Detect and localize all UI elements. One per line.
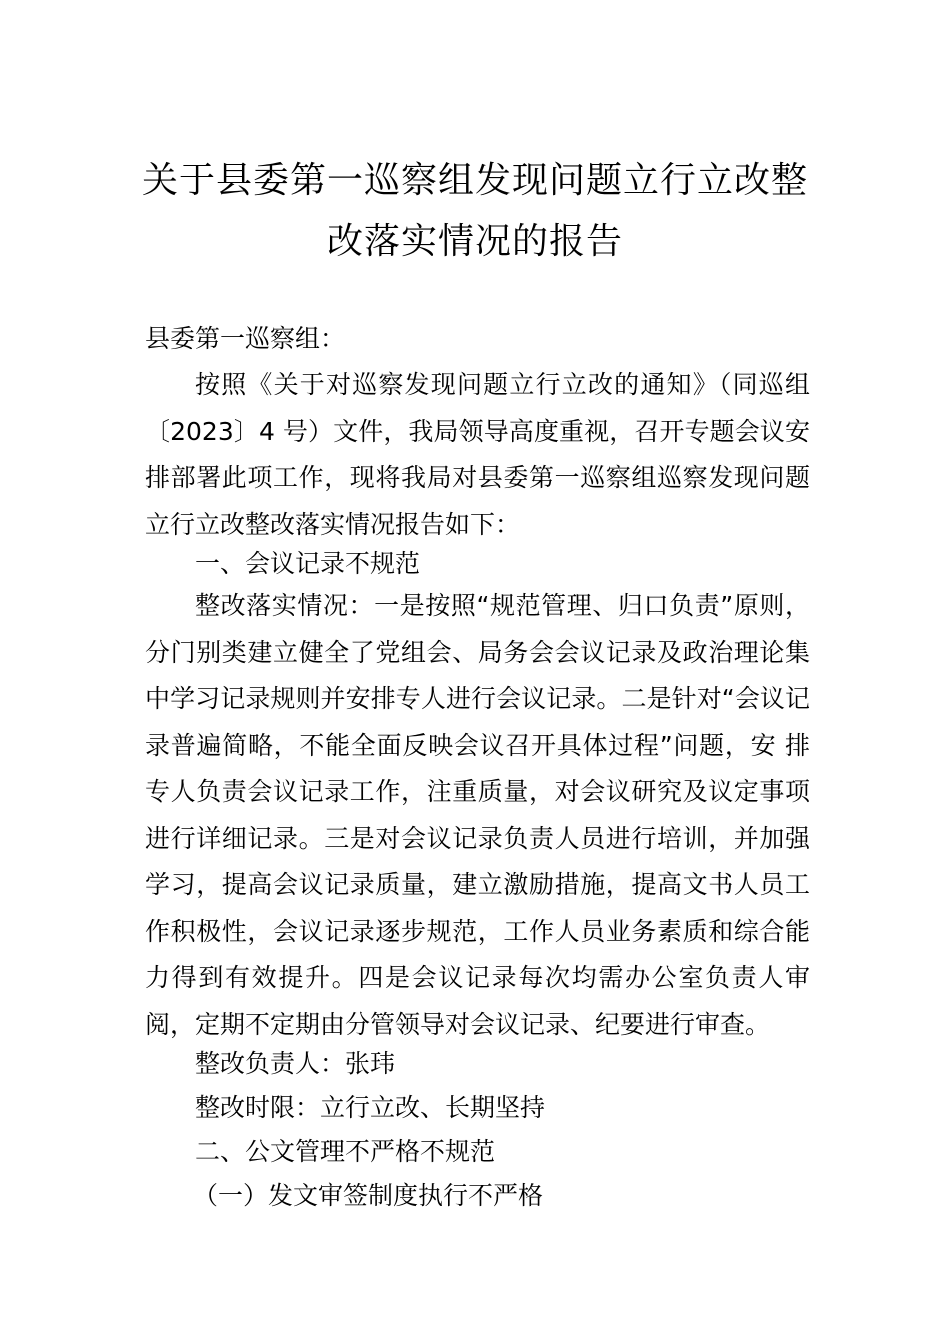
section-1-deadline: 整改时限：立行立改、长期坚持 [195,1093,546,1122]
document-title-line-1: 关于县委第一巡察组发现问题立行立改整 [141,160,808,201]
section-1-rectification-paragraph: 整改落实情况：一是按照“规范管理、归口负责”原则， 分门别类建立健全了党组会、局务会会议记录及政治理论集中学习记录规则并安排专人进行会议记录。二是针对“会议记录普遍简略，不能全面反映会议召开具体过程”问题，安 排专人负责会议记录工作，注重质量，对会议研究及议定事项进行详细记录。三是对会议记录负责人员进行培训，并加强学习，提高会议记录质量，建立激励措施，提高文书人员工作积极性，会议记录逐步规范，工作人员业务素质和综合能力得到有效提升。四是会议记录每次均需办公室负责人审阅，定期不定期由分管领导对会议记录、纪要进行审查。 [145,591,810,1039]
salutation: 县委第一巡察组： [145,324,346,353]
section-1-heading: 一、会议记录不规范 [195,549,421,578]
section-2-subheading-1: （一）发文审签制度执行不严格 [193,1181,544,1210]
intro-paragraph: 按照《关于对巡察发现问题立行立改的通知》（同巡组〔2023〕4 号）文件，我局领导高度重视，召开专题会议安排部署此项工作，现将我局对县委第一巡察组巡察发现问题立行立改整改落实情况报告如下： [145,370,810,539]
section-2-heading: 二、公文管理不严格不规范 [195,1137,496,1166]
section-1-owner: 整改负责人：张玮 [195,1049,396,1078]
document-title-line-2: 改落实情况的报告 [326,221,623,262]
